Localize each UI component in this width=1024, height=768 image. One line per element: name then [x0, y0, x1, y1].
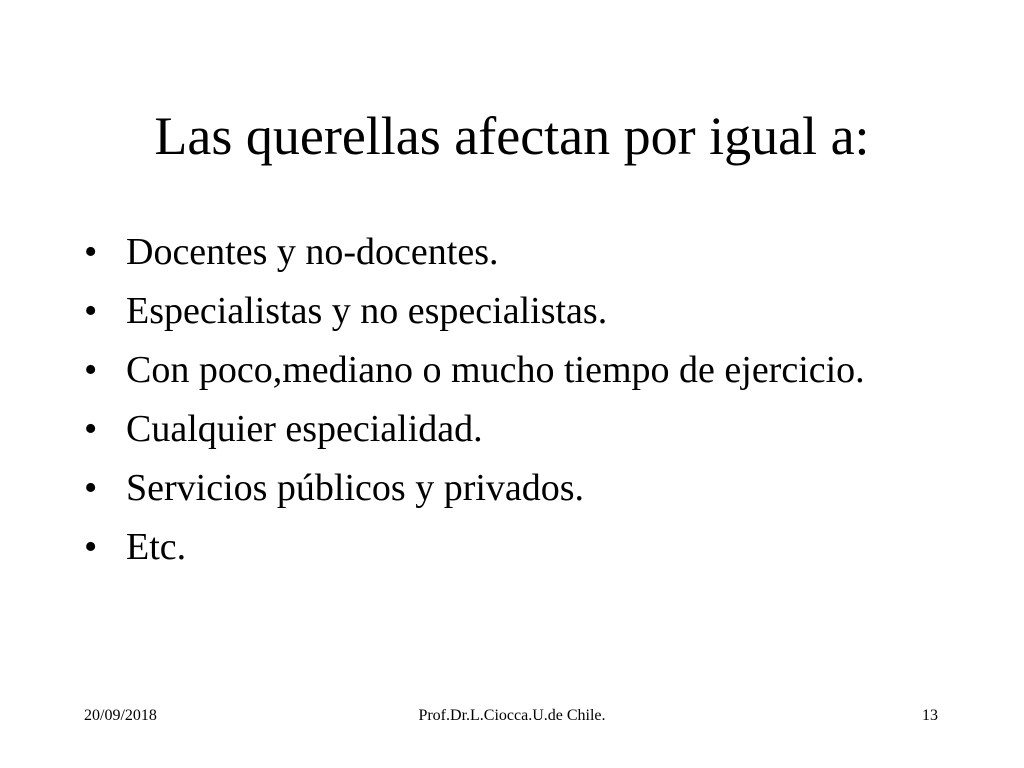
- bullet-item: [84, 230, 964, 274]
- bullet-icon: •: [84, 231, 98, 273]
- bullet-text: Etc.: [126, 526, 187, 568]
- bullet-icon: •: [84, 467, 98, 509]
- bullet-item: [84, 289, 964, 333]
- slide-title: Las querellas afectan por igual a:: [154, 106, 870, 166]
- bullet-icon: •: [84, 290, 98, 332]
- bullet-text: Cualquier especialidad.: [126, 408, 483, 450]
- footer-author: Prof.Dr.L.Ciocca.U.de Chile.: [418, 707, 606, 724]
- bullet-item: [84, 348, 964, 392]
- bullet-text: Con poco,mediano o mucho tiempo de ejercicio.: [126, 349, 865, 391]
- bullet-icon: •: [84, 408, 98, 450]
- bullet-text: Especialistas y no especialistas.: [126, 290, 608, 332]
- bullet-item: [84, 466, 964, 510]
- bullet-icon: •: [84, 349, 98, 391]
- footer-page-number: 13: [922, 707, 938, 724]
- bullet-item: [84, 525, 964, 569]
- bullet-icon: •: [84, 526, 98, 568]
- footer-date: 20/09/2018: [84, 707, 157, 724]
- bullet-list: [84, 230, 964, 584]
- bullet-text: Docentes y no-docentes.: [126, 231, 499, 273]
- bullet-text: Servicios públicos y privados.: [126, 467, 585, 509]
- bullet-item: [84, 407, 964, 451]
